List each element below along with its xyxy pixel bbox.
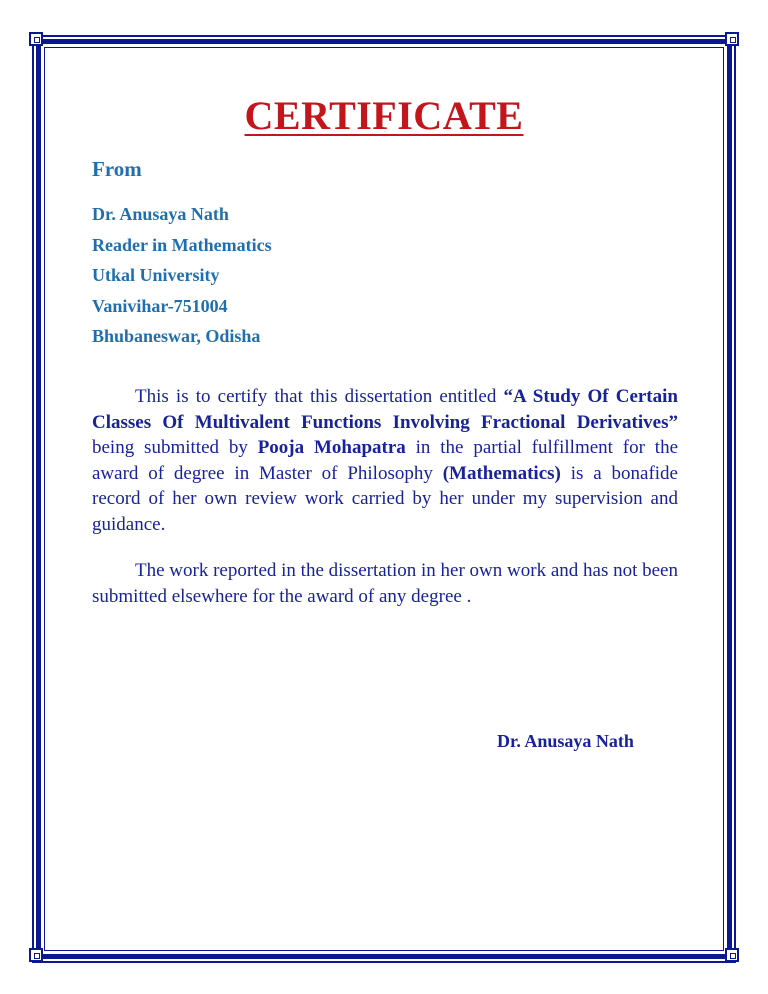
address-line-name: Dr. Anusaya Nath	[92, 204, 229, 224]
address-line-university: Utkal University	[92, 265, 220, 285]
paragraph-mid-1: being submitted by	[92, 437, 258, 458]
from-label: From	[92, 157, 142, 181]
address-line-locality: Vanivihar-751004	[92, 295, 228, 316]
corner-ornament-bottom-left	[29, 948, 43, 962]
signatory-name: Dr. Anusaya Nath	[497, 731, 634, 751]
corner-ornament-top-right	[725, 32, 739, 46]
corner-ornament-top-left	[29, 32, 43, 46]
certificate-title: CERTIFICATE	[244, 93, 524, 138]
originality-paragraph: The work reported in the dissertation in her own work and has not been submitted elsewhere for the award of any degree .	[92, 560, 678, 607]
paragraph-end: is a bonafide record of her own review work carried by her under my supervision and guidance.	[92, 462, 678, 535]
paragraph-mid-2: in the partial fulfillment for the award of degree in Master of Philosophy	[92, 437, 678, 484]
address-line-position: Reader in Mathematics	[92, 234, 272, 255]
certification-paragraph	[92, 384, 678, 537]
paragraph-intro: This is to certify that this dissertation entitled	[135, 386, 504, 407]
corner-ornament-bottom-right	[725, 948, 739, 962]
sender-address	[92, 199, 272, 352]
address-line-city: Bhubaneswar, Odisha	[92, 326, 261, 346]
dissertation-title: “A Study Of Certain Classes Of Multivalent Functions Involving Fractional Derivatives”	[92, 386, 678, 433]
student-name: Pooja Mohapatra	[257, 437, 406, 458]
subject-name: (Mathematics)	[442, 462, 561, 484]
